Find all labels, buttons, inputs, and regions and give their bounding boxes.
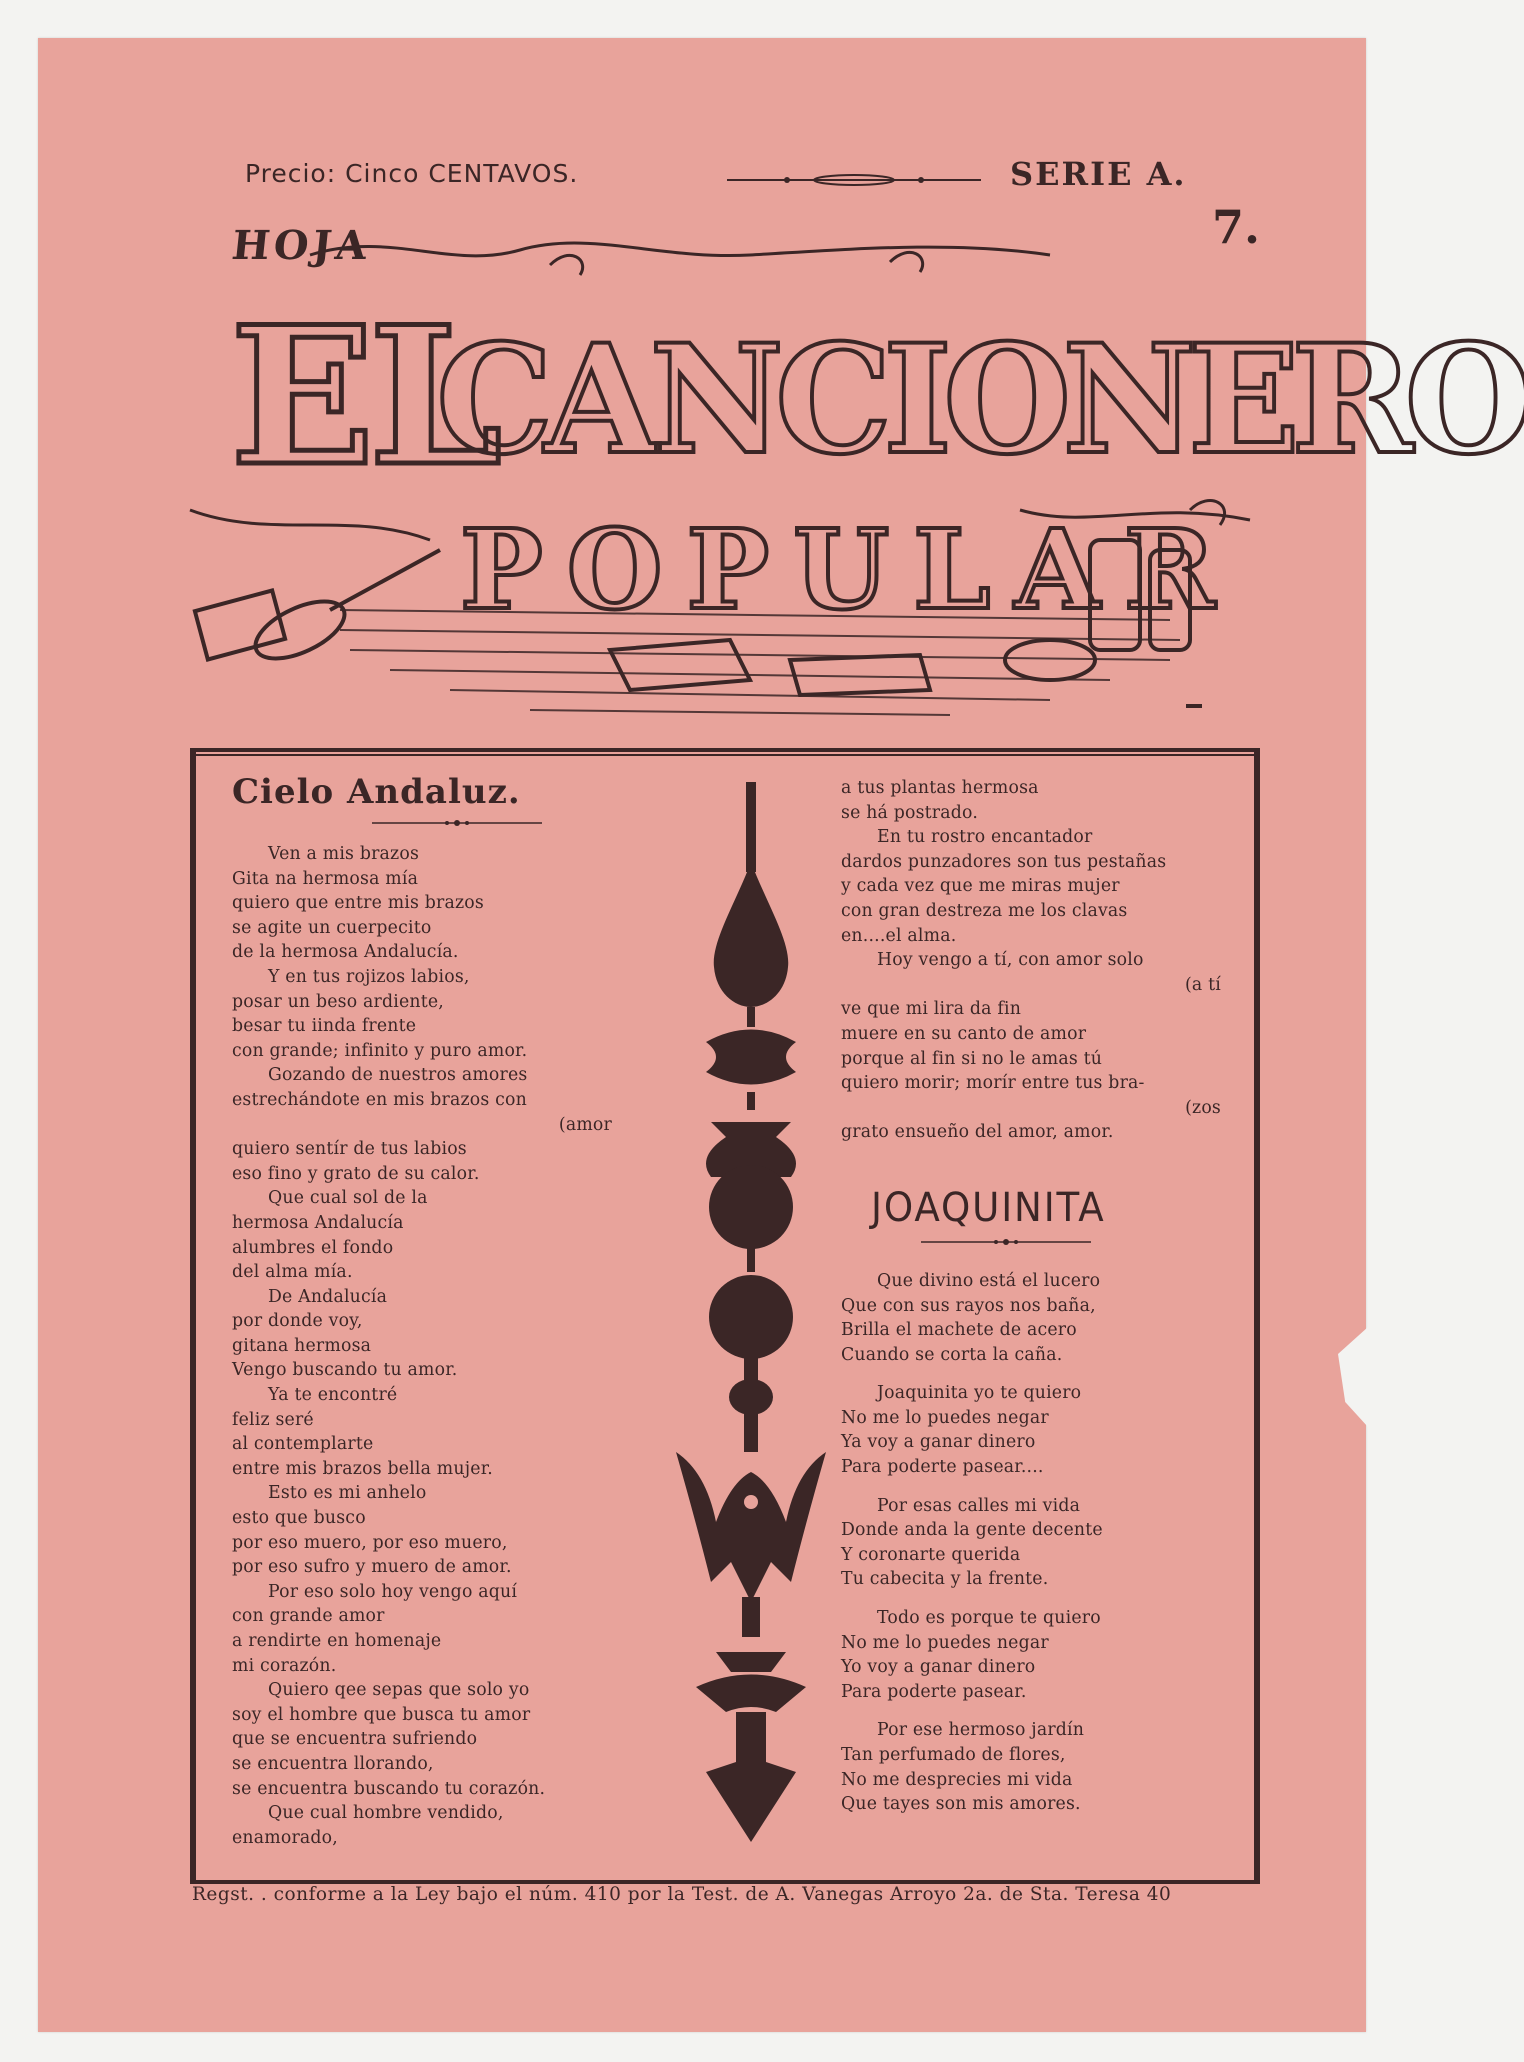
poem-line: (zos xyxy=(1185,1097,1221,1118)
poem-line: quiero morir; morír entre tus bra- xyxy=(841,1073,1145,1094)
poem-line: a rendirte en homenaje xyxy=(232,1631,442,1651)
poem-line: alumbres el fondo xyxy=(232,1237,394,1258)
poem-line: por eso muero, por eso muero, xyxy=(232,1532,508,1553)
stanza xyxy=(841,1606,1221,1704)
poem-line: Y coronarte querida xyxy=(841,1544,1021,1565)
poem-line: esto que busco xyxy=(232,1508,366,1529)
frame-inner-rule xyxy=(196,754,1254,759)
header-ornament-icon xyxy=(727,173,981,187)
joaquinita-stanzas xyxy=(841,1269,1221,1817)
poem-line: estrechándote en mis brazos con xyxy=(232,1089,527,1110)
poem-line: Que con sus rayos nos baña, xyxy=(841,1295,1096,1316)
poem-line: Hoy vengo a tí, con amor solo xyxy=(877,950,1144,971)
poem-line: de la hermosa Andalucía. xyxy=(232,942,459,963)
poem-line: (amor xyxy=(558,1114,612,1135)
header-line xyxy=(245,155,1265,205)
poem-line: por eso sufro y muero de amor. xyxy=(232,1557,512,1578)
poem-line: ve que mi lira da fin xyxy=(841,999,1022,1020)
poem-line: Ven a mis brazos xyxy=(268,844,420,864)
songs-frame xyxy=(190,748,1260,1884)
poem-line: Para poderte pasear. xyxy=(841,1681,1027,1702)
poem-line: quiero que entre mis brazos xyxy=(232,893,484,914)
stanza xyxy=(841,1718,1221,1816)
title-cancionero: CANCIONERO xyxy=(436,312,1524,488)
price-label: Precio: Cinco CENTAVOS. xyxy=(245,159,579,188)
poem-line: se encuentra buscando tu corazón. xyxy=(232,1778,546,1799)
poem-line: con gran destreza me los clavas xyxy=(841,900,1128,921)
poem-line: con grande; infinito y puro amor. xyxy=(232,1040,528,1061)
footer-registration: Regst. . conforme a la Ley bajo el núm. 410 por la Test. de A. Vanegas Arroyo 2a. de Sta. Teresa 40 xyxy=(192,1884,1172,1905)
hoja-label: HOJA xyxy=(229,222,374,269)
poem-line: del alma mía. xyxy=(232,1262,353,1283)
poem-line: muere en su canto de amor xyxy=(841,1023,1087,1044)
title-rule-icon xyxy=(372,818,542,828)
poem-line: grato ensueño del amor, amor. xyxy=(841,1122,1114,1143)
left-column xyxy=(232,772,612,1850)
poem-line: se encuentra llorando, xyxy=(232,1753,434,1774)
poem-line: quiero sentír de tus labios xyxy=(232,1139,467,1160)
poem-line: y cada vez que me miras mujer xyxy=(841,876,1120,897)
cielo-andaluz-lines xyxy=(232,842,612,1850)
poem-line: Gozando de nuestros amores xyxy=(268,1065,528,1086)
poem-line: posar un beso ardiente, xyxy=(232,991,444,1012)
poem-line: Tu cabecita y la frente. xyxy=(841,1569,1049,1590)
title-el: EL xyxy=(230,285,497,508)
poem-line: Por esas calles mi vida xyxy=(877,1495,1081,1516)
poem-line: que se encuentra sufriendo xyxy=(232,1729,478,1750)
stanza xyxy=(841,1381,1221,1479)
poem-line: se agite un cuerpecito xyxy=(232,917,432,938)
poem-line: con grande amor xyxy=(232,1606,385,1627)
poem-line: entre mis brazos bella mujer. xyxy=(232,1458,493,1479)
serie-label: SERIE A. xyxy=(1010,155,1187,193)
poem-line: Que cual hombre vendido, xyxy=(268,1803,504,1824)
poem-line: soy el hombre que busca tu amor xyxy=(232,1704,531,1725)
poem-line: Esto es mi anhelo xyxy=(268,1483,427,1504)
dash-mark xyxy=(1186,704,1202,708)
poem-line: Ya te encontré xyxy=(268,1385,398,1406)
poem-line: Que tayes son mis amores. xyxy=(841,1794,1081,1815)
poem-line: en....el alma. xyxy=(841,925,957,946)
poem-line: eso fino y grato de su calor. xyxy=(232,1163,480,1184)
poem-line: No me desprecies mi vida xyxy=(841,1769,1073,1790)
poem-line: porque al fin si no le amas tú xyxy=(841,1048,1103,1069)
poem-line: enamorado, xyxy=(232,1827,338,1848)
poem-line: Yo voy a ganar dinero xyxy=(841,1657,1036,1678)
poem-line: No me lo puedes negar xyxy=(841,1632,1049,1653)
poem-line: Quiero qee sepas que solo yo xyxy=(268,1680,530,1701)
poem-line: Para poderte pasear.... xyxy=(841,1457,1044,1478)
cielo-andaluz-title: Cielo Andaluz. xyxy=(232,772,521,812)
right-column xyxy=(841,776,1221,1831)
title-rule-icon xyxy=(921,1237,1091,1247)
poem-line: se há postrado. xyxy=(841,802,979,823)
poem-line: besar tu iinda frente xyxy=(232,1016,417,1037)
poem-line: por donde voy, xyxy=(232,1311,363,1332)
poem-line: Que divino está el lucero xyxy=(877,1270,1101,1291)
poem-line: hermosa Andalucía xyxy=(232,1212,404,1233)
poem-line: Gita na hermosa mía xyxy=(232,868,419,889)
poem-line: Que cual sol de la xyxy=(268,1188,428,1209)
poem-line: En tu rostro encantador xyxy=(877,827,1093,848)
poem-line: Tan perfumado de flores, xyxy=(841,1745,1066,1765)
poem-line: gitana hermosa xyxy=(232,1335,372,1356)
cielo-andaluz-continuation xyxy=(841,776,1221,1145)
poem-line: Brilla el machete de acero xyxy=(841,1320,1077,1341)
issue-number: 7. xyxy=(1212,200,1261,254)
poem-line: No me lo puedes negar xyxy=(841,1407,1049,1428)
poem-line: Joaquinita yo te quiero xyxy=(877,1383,1082,1404)
poem-line: Vengo buscando tu amor. xyxy=(232,1360,458,1381)
joaquinita-title: JOAQUINITA xyxy=(871,1184,1106,1231)
poem-line: Y en tus rojizos labios, xyxy=(268,966,470,987)
masthead xyxy=(190,210,1524,735)
poem-line: feliz seré xyxy=(232,1409,314,1430)
poem-line: mi corazón. xyxy=(232,1655,337,1676)
central-spear-ornament-icon xyxy=(676,782,826,1842)
poem-line: Por ese hermoso jardín xyxy=(877,1720,1085,1741)
poem-line: (a tí xyxy=(1184,974,1221,995)
poem-line: Ya voy a ganar dinero xyxy=(841,1432,1036,1453)
poem-line: dardos punzadores son tus pestañas xyxy=(841,851,1167,872)
poem-line: Cuando se corta la caña. xyxy=(841,1344,1063,1365)
poem-line: a tus plantas hermosa xyxy=(841,778,1039,798)
poem-line: De Andalucía xyxy=(268,1286,388,1307)
stanza xyxy=(841,1494,1221,1592)
stanza xyxy=(841,1269,1221,1367)
poem-line: Donde anda la gente decente xyxy=(841,1520,1103,1541)
poem-line: Todo es porque te quiero xyxy=(877,1608,1101,1629)
poem-line: al contemplarte xyxy=(232,1434,374,1455)
poem-line: Por eso solo hoy vengo aquí xyxy=(268,1581,518,1602)
title-popular: POPULAR xyxy=(460,505,1240,634)
